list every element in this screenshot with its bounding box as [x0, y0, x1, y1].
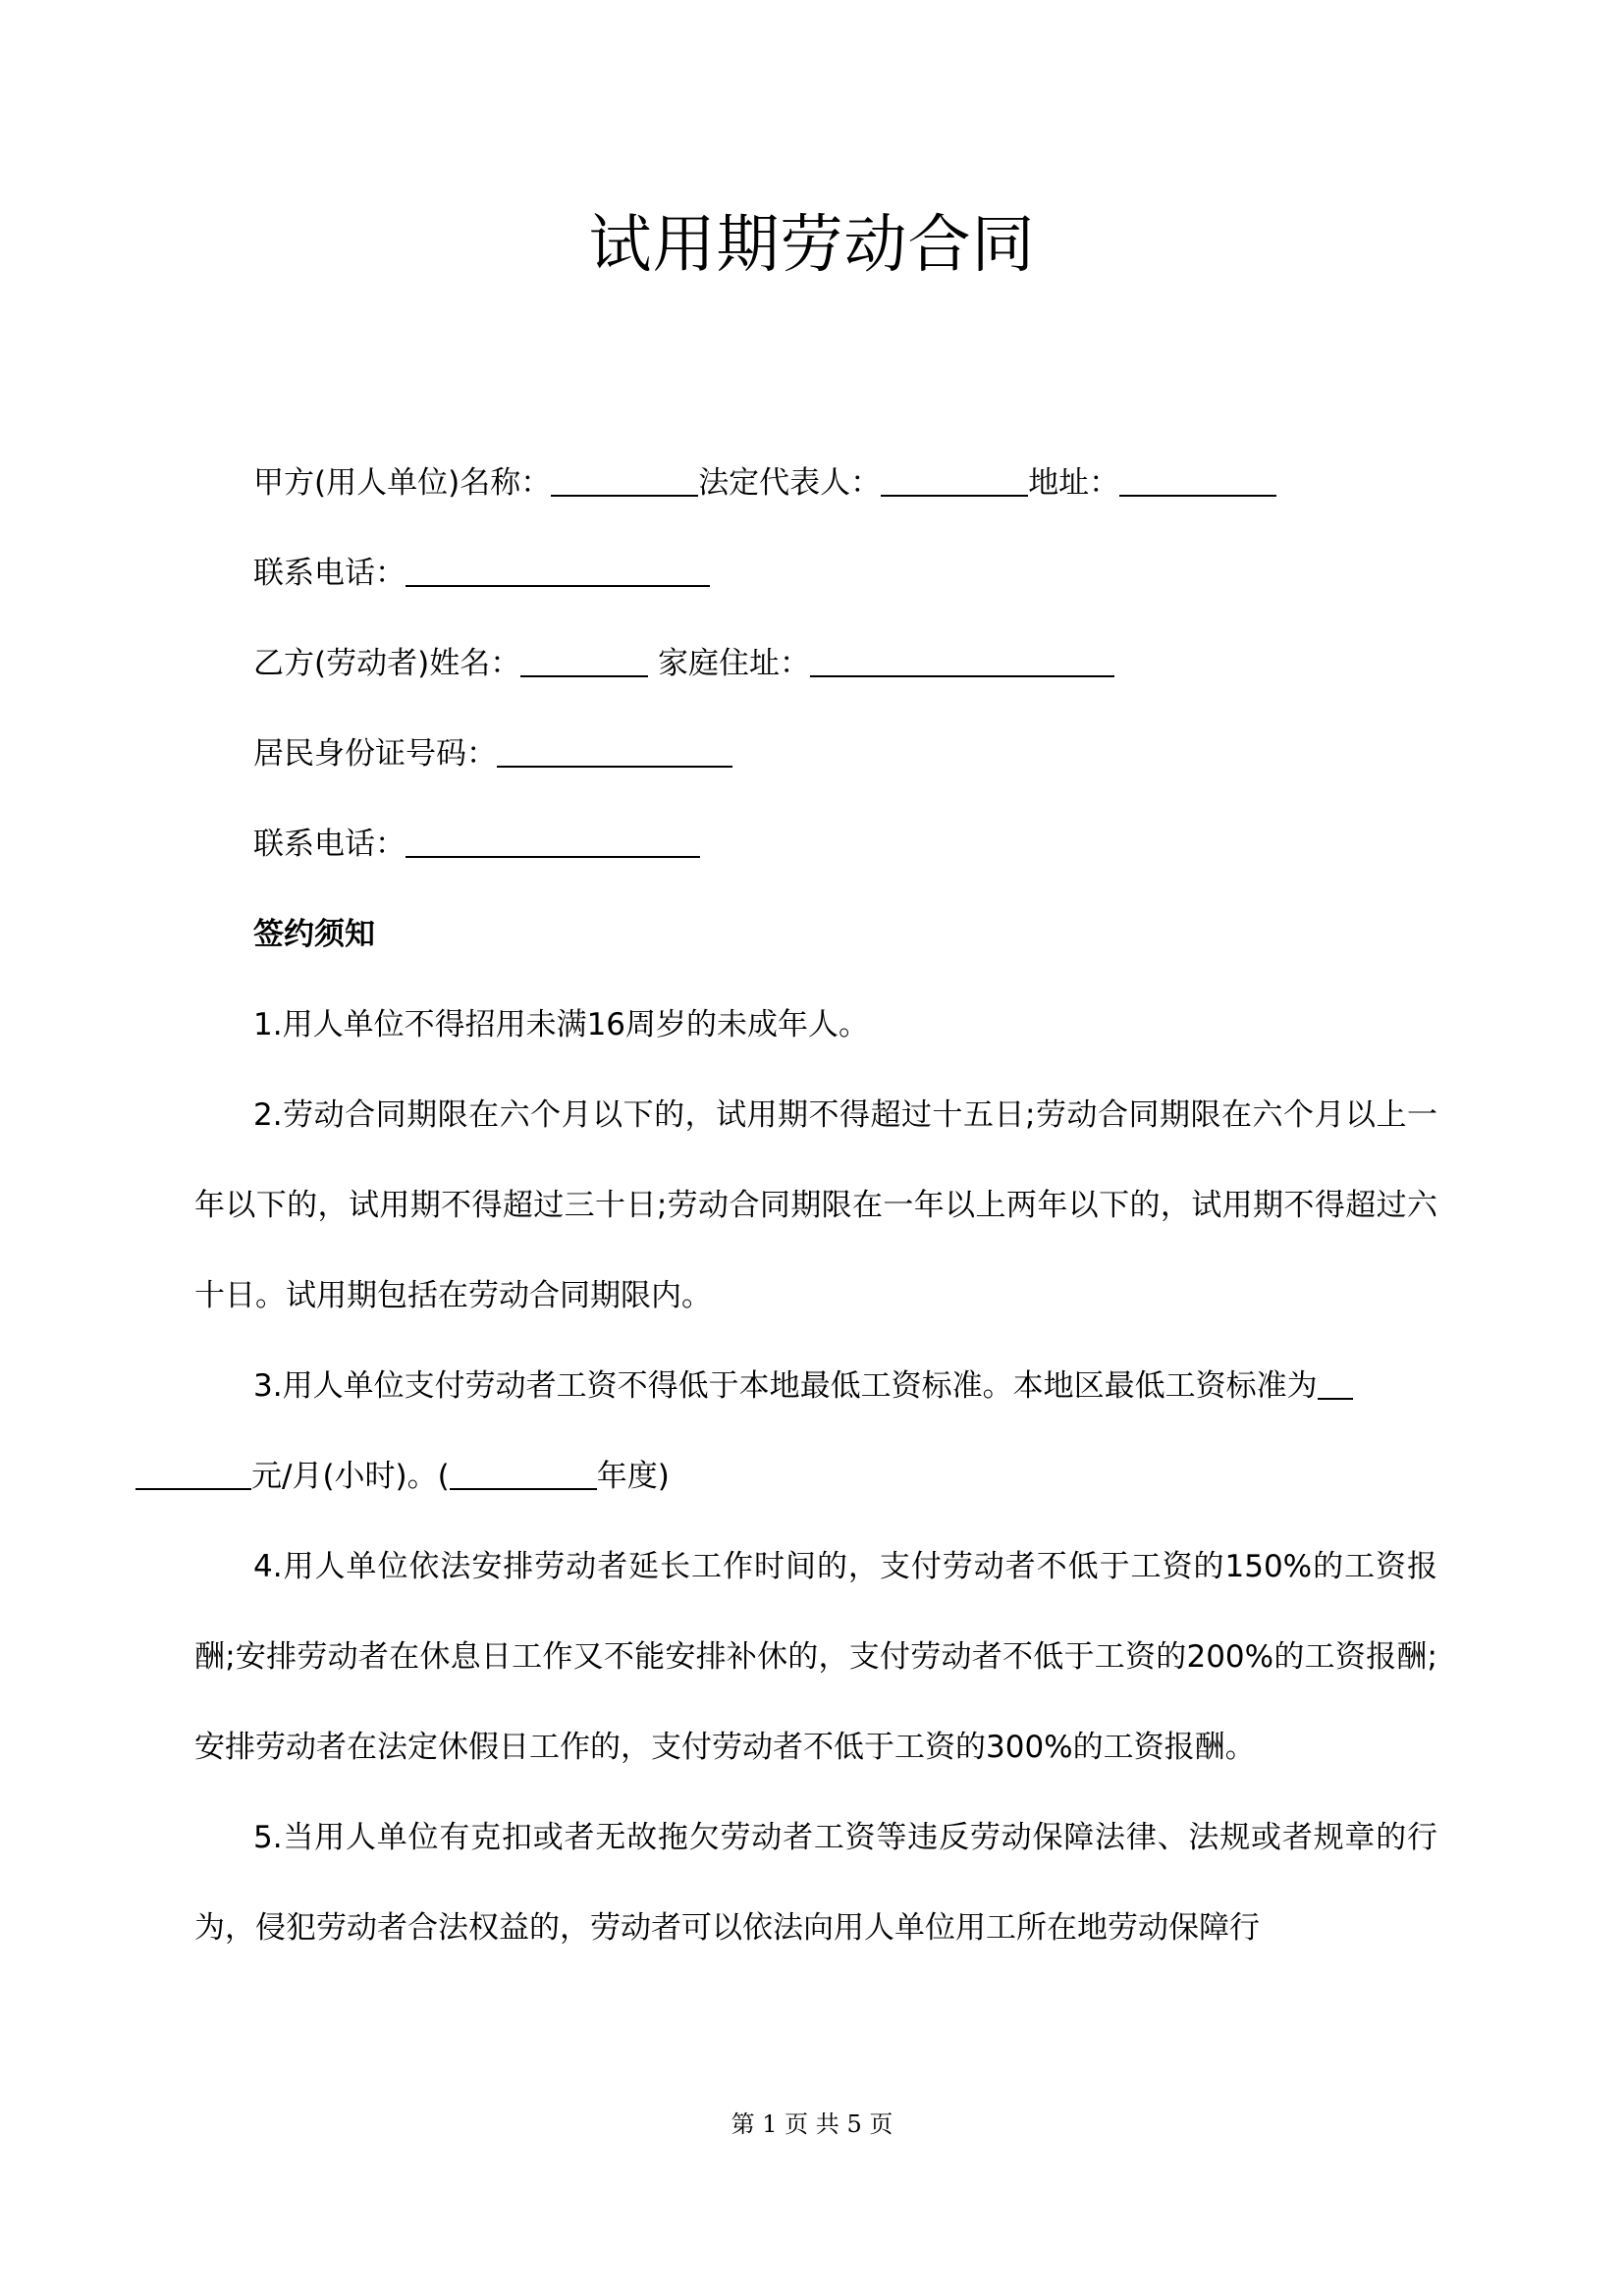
party-b-home-label: 家庭住址：: [648, 646, 811, 681]
party-a-phone-label: 联系电话：: [253, 556, 406, 591]
party-a-address-label: 地址：: [1028, 465, 1120, 501]
party-b-phone-blank: [406, 827, 700, 858]
clause-3-wage-blank-a: [1318, 1368, 1353, 1400]
party-b-id-blank: [497, 736, 732, 768]
notice-heading: 签约须知: [253, 917, 375, 952]
clause-2: 2.劳动合同期限在六个月以下的，试用期不得超过十五日;劳动合同期限在六个月以上一年以下的，试用期不得超过三十日;劳动合同期限在一年以上两年以下的，试用期不得超过六十日。试用期包括在劳动合同期限内。: [194, 1097, 1437, 1313]
party-b-name-blank: [520, 646, 648, 677]
document-body: [194, 438, 1437, 1973]
party-b-phone-line: [194, 799, 1437, 889]
party-a-rep-label: 法定代表人：: [698, 465, 882, 501]
party-a-name-label: 甲方(用人单位)名称：: [253, 465, 552, 501]
document-title: 试用期劳动合同: [588, 209, 1036, 282]
party-a-rep-blank: [881, 465, 1028, 497]
clause-5: 5.当用人单位有克扣或者无故拖欠劳动者工资等违反劳动保障法律、法规或者规章的行为，侵犯劳动者合法权益的，劳动者可以依法向用人单位用工所在地劳动保障行: [194, 1820, 1437, 1946]
clause-3-text-b: 元/月(小时)。(: [251, 1459, 450, 1494]
clause-3-year-blank: [450, 1459, 597, 1490]
party-b-name-label: 乙方(劳动者)姓名：: [253, 646, 521, 681]
clause-3-text-a: 3.用人单位支付劳动者工资不得低于本地最低工资标准。本地区最低工资标准为: [253, 1368, 1318, 1404]
clause-3-wage-blank-b: [135, 1459, 251, 1490]
party-b-id-line: [194, 709, 1437, 799]
party-a-line: [194, 438, 1437, 528]
party-b-phone-label: 联系电话：: [253, 827, 406, 862]
party-a-name-blank: [551, 465, 698, 497]
clause-3-text-c: 年度): [596, 1459, 670, 1494]
clause-3: [194, 1341, 1437, 1522]
clause-4: 4.用人单位依法安排劳动者延长工作时间的，支付劳动者不低于工资的150%的工资报酬;安排劳动者在休息日工作又不能安排补休的，支付劳动者不低于工资的200%的工资报酬;安排劳动者在法定休假日工作的，支付劳动者不低于工资的300%的工资报酬。: [194, 1549, 1437, 1765]
party-a-phone-blank: [406, 556, 710, 587]
party-b-line: [194, 618, 1437, 709]
party-a-phone-line: [194, 528, 1437, 618]
page-footer: 第 1 页 共 5 页: [731, 2110, 893, 2138]
party-a-address-blank: [1119, 465, 1276, 497]
party-b-home-blank: [810, 646, 1114, 677]
party-b-id-label: 居民身份证号码：: [253, 736, 497, 772]
clause-1: 1.用人单位不得招用未满16周岁的未成年人。: [253, 1007, 870, 1042]
